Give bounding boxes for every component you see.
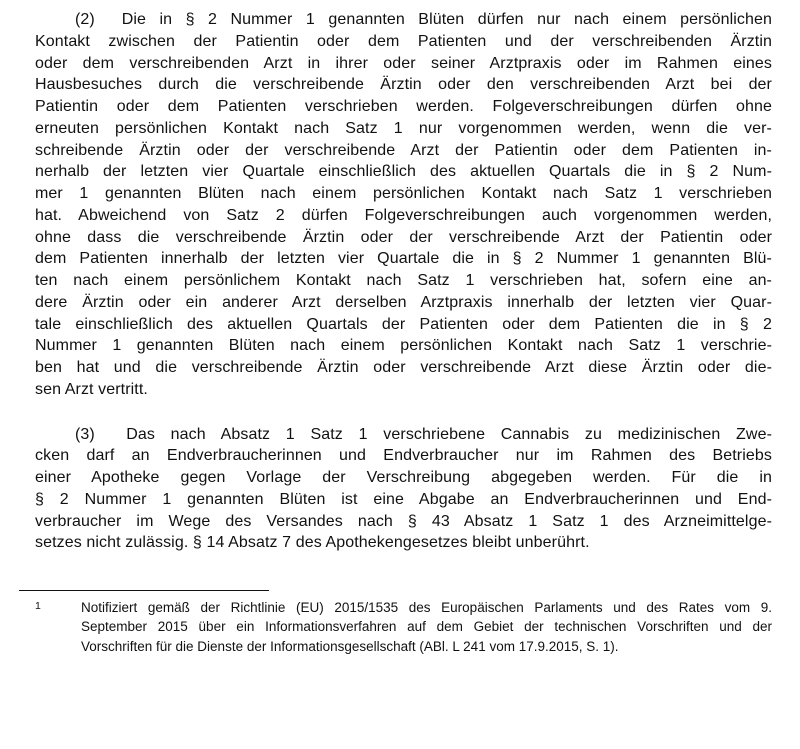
text-line: Hausbesuches durch die verschreibende Ärztin oder den verschreibenden Arzt bei der: [35, 76, 772, 94]
text-line: dere Ärztin oder ein anderer Arzt derselben Arztpraxis innerhalb der letzten vier Quar-: [35, 293, 772, 311]
footnote-line: Notifiziert gemäß der Richtlinie (EU) 2015/1535 des Europäischen Parlaments und des Rates vom 9.: [81, 600, 772, 615]
text-line: Patientin oder dem Patienten verschrieben werden. Folgeverschreibungen dürfen ohne: [35, 98, 772, 115]
paragraph-2: [35, 9, 772, 401]
text-line: cken darf an Endverbraucherinnen und Endverbraucher nur im Rahmen des Betriebs: [35, 447, 772, 465]
paragraph-3: [35, 424, 772, 555]
text-line: verbraucher im Wege des Versandes nach § 43 Absatz 1 Satz 1 des Arzneimittelge-: [35, 512, 772, 530]
text-line: (3) Das nach Absatz 1 Satz 1 verschriebene Cannabis zu medizinischen Zwe-: [75, 425, 772, 443]
text-line: Kontakt zwischen der Patientin oder dem Patienten und der verschreibenden Ärztin: [35, 32, 772, 50]
text-line: ben hat und die verschreibende Ärztin oder verschreibende Arzt diese Ärztin oder die-: [35, 359, 772, 376]
text-line: mer 1 genannten Blüten nach einem persönlichen Kontakt nach Satz 1 verschrieben: [35, 185, 772, 202]
text-line: tale einschließlich des aktuellen Quartals der Patienten oder dem Patienten die in § 2: [35, 315, 772, 333]
text-line: Nummer 1 genannten Blüten nach einem persönlichen Kontakt nach Satz 1 verschrie-: [35, 337, 772, 355]
footnote-line: Vorschriften für die Dienste der Informationsgesellschaft (ABl. L 241 vom 17.9.2015, S. 1).: [81, 638, 619, 654]
text-line: setzes nicht zulässig. § 14 Absatz 7 des Apothekengesetzes bleibt unberührt.: [35, 534, 590, 552]
text-line: dem Patienten innerhalb der letzten vier Quartale die in § 2 Nummer 1 genannten Blü-: [35, 250, 772, 268]
text-line: oder dem verschreibenden Arzt in ihrer oder seiner Arztpraxis oder im Rahmen eines: [35, 54, 772, 72]
text-line: § 2 Nummer 1 genannten Blüten ist eine Abgabe an Endverbraucherinnen und End-: [35, 490, 772, 508]
footnote-line: September 2015 über ein Informationsverfahren auf dem Gebiet der technischen Vorschriften und der: [81, 619, 772, 635]
text-line: ohne dass die verschreibende Ärztin oder der verschreibende Arzt der Patientin oder: [35, 228, 772, 246]
text-line: einer Apotheke gegen Vorlage der Verschreibung abgegeben werden. Für die in: [35, 469, 772, 486]
text-line: ten nach einem persönlichem Kontakt nach Satz 1 verschrieben hat, sofern eine an-: [35, 272, 772, 289]
text-line: schreibende Ärztin oder der verschreibende Arzt der Patientin oder dem Patienten in-: [35, 141, 772, 159]
text-line: hat. Abweichend von Satz 2 dürfen Folgeverschreibungen auch vorgenommen werden,: [35, 206, 772, 224]
text-line: erneuten persönlichen Kontakt nach Satz 1 nur vorgenommen werden, wenn die ver-: [35, 119, 772, 137]
text-line: sen Arzt vertritt.: [35, 380, 148, 398]
footnote-text: [81, 598, 772, 656]
footnote-marker: 1: [35, 600, 41, 612]
footnote-separator: [19, 590, 269, 591]
text-line: nerhalb der letzten vier Quartale einschließlich des aktuellen Quartals die in § 2 Num-: [35, 163, 772, 181]
footnote: [35, 598, 772, 656]
text-line: (2) Die in § 2 Nummer 1 genannten Blüten dürfen nur nach einem persönlichen: [75, 11, 772, 28]
